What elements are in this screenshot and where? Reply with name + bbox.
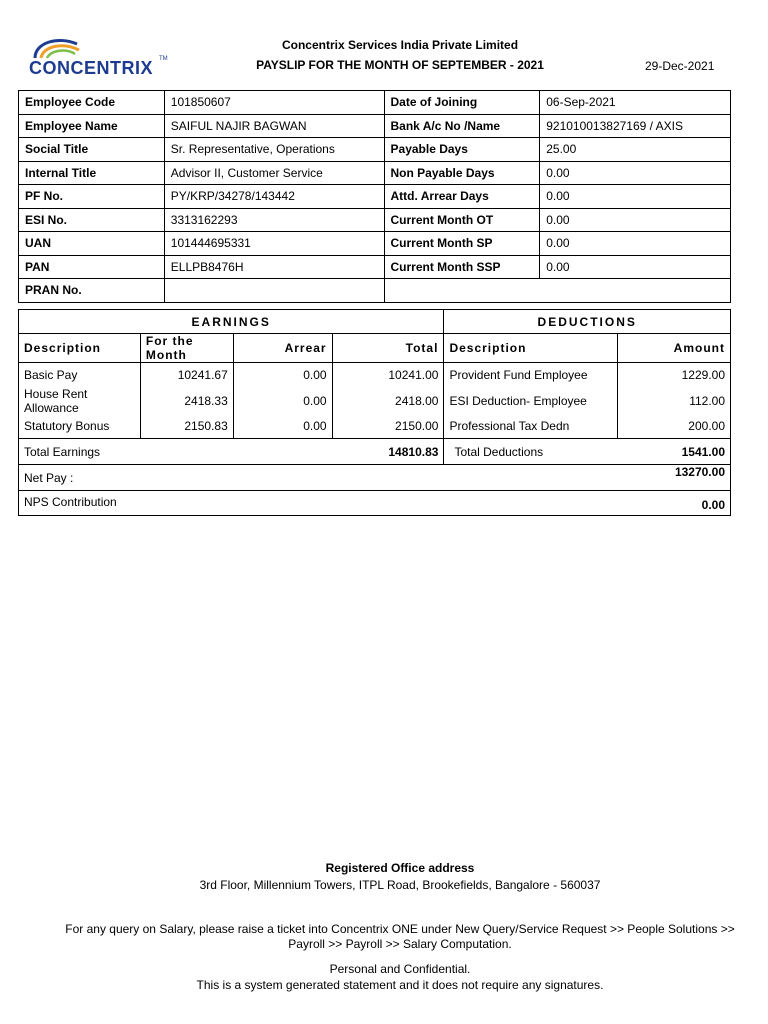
deductions-col-amount: Amount <box>673 341 725 355</box>
confidential-note: Personal and Confidential. <box>329 962 471 976</box>
info-row <box>19 114 731 138</box>
deduction-amount: 112.00 <box>689 393 725 408</box>
net-pay-value: 13270.00 <box>674 465 725 479</box>
earning-total: 2418.00 <box>332 387 444 415</box>
info-value: Advisor II, Customer Service <box>164 161 384 185</box>
earning-arrear: 0.00 <box>233 363 332 387</box>
office-heading: Registered Office address <box>325 861 475 875</box>
logo-trademark: TM <box>159 56 168 62</box>
info-value: 3313162293 <box>164 208 384 232</box>
earning-month: 2418.33 <box>140 387 233 415</box>
info-row <box>19 232 731 256</box>
info-value: 0.00 <box>540 161 731 185</box>
nps-value: 0.00 <box>701 498 725 512</box>
info-label: Bank A/c No /Name <box>384 114 540 138</box>
office-address: 3rd Floor, Millennium Towers, ITPL Road, Brookefields, Bangalore - 560037 <box>199 878 601 892</box>
system-generated-note: This is a system generated statement and it does not require any signatures. <box>196 978 604 992</box>
earnings-heading: EARNINGS <box>19 310 444 334</box>
info-label: Social Title <box>19 138 165 162</box>
deduction-description: Provident Fund Employee <box>444 363 618 387</box>
earning-month: 2150.83 <box>140 415 233 439</box>
info-value: 101444695331 <box>164 232 384 256</box>
info-value: 0.00 <box>540 208 731 232</box>
earning-description: Statutory Bonus <box>19 415 141 439</box>
earnings-col-month: For the Month <box>140 334 233 363</box>
info-value <box>164 279 384 303</box>
info-value: 06-Sep-2021 <box>540 91 731 115</box>
earning-description: House Rent Allowance <box>19 387 141 415</box>
info-label: Non Payable Days <box>384 161 540 185</box>
query-line-2: Payroll >> Payroll >> Salary Computation. <box>288 937 512 951</box>
document-date: 29-Dec-2021 <box>645 59 715 73</box>
earning-total: 2150.00 <box>332 415 444 439</box>
info-label: PRAN No. <box>19 279 165 303</box>
info-row <box>19 161 731 185</box>
table-row <box>19 415 731 439</box>
info-row <box>19 255 731 279</box>
earning-total: 10241.00 <box>332 363 444 387</box>
deduction-description: Professional Tax Dedn <box>444 415 618 439</box>
info-value: 0.00 <box>540 232 731 256</box>
info-label: Employee Code <box>19 91 165 115</box>
earning-arrear: 0.00 <box>233 387 332 415</box>
info-value: 101850607 <box>164 91 384 115</box>
info-label: Current Month OT <box>384 208 540 232</box>
earning-description: Basic Pay <box>19 363 141 387</box>
info-value: ELLPB8476H <box>164 255 384 279</box>
total-deductions-value: 1541.00 <box>681 444 725 459</box>
info-value: 0.00 <box>540 185 731 209</box>
info-row <box>19 138 731 162</box>
company-name: Concentrix Services India Private Limited <box>281 38 519 52</box>
info-value: 25.00 <box>540 138 731 162</box>
info-label: Internal Title <box>19 161 165 185</box>
payslip-title: PAYSLIP FOR THE MONTH OF SEPTEMBER - 2021 <box>256 58 544 72</box>
employee-info-table <box>18 90 731 303</box>
earning-arrear: 0.00 <box>233 415 332 439</box>
info-label: Current Month SSP <box>384 255 540 279</box>
info-value: Sr. Representative, Operations <box>164 138 384 162</box>
info-empty-cell <box>384 279 730 303</box>
info-value: SAIFUL NAJIR BAGWAN <box>164 114 384 138</box>
info-label: Attd. Arrear Days <box>384 185 540 209</box>
info-label: UAN <box>19 232 165 256</box>
info-label: Current Month SP <box>384 232 540 256</box>
deduction-description: ESI Deduction- Employee <box>444 387 618 415</box>
info-label: PF No. <box>19 185 165 209</box>
info-row <box>19 279 731 303</box>
logo-wordmark: CONCENTRIX <box>29 58 154 78</box>
info-value: PY/KRP/34278/143442 <box>164 185 384 209</box>
query-line-1: For any query on Salary, please raise a ticket into Concentrix ONE under New Query/Service Request >> People Solutions >> <box>65 922 735 936</box>
table-row <box>19 363 731 387</box>
deduction-amount: 200.00 <box>688 419 725 434</box>
info-row <box>19 185 731 209</box>
info-value: 0.00 <box>540 255 731 279</box>
nps-label: NPS Contribution <box>24 495 117 509</box>
earning-month: 10241.67 <box>140 363 233 387</box>
earnings-col-total: Total <box>332 334 444 363</box>
info-row <box>19 91 731 115</box>
earnings-col-description: Description <box>19 334 141 363</box>
info-value: 921010013827169 / AXIS <box>540 114 731 138</box>
net-pay-label: Net Pay : <box>24 470 74 485</box>
info-label: Date of Joining <box>384 91 540 115</box>
total-earnings-label: Total Earnings <box>24 444 101 459</box>
total-earnings-value: 14810.83 <box>332 439 444 465</box>
earnings-deductions-table <box>18 309 731 516</box>
info-label: ESI No. <box>19 208 165 232</box>
deductions-heading: DEDUCTIONS <box>537 314 637 329</box>
total-deductions-label: Total Deductions <box>454 444 544 459</box>
table-row <box>19 387 731 415</box>
info-label: PAN <box>19 255 165 279</box>
info-label: Payable Days <box>384 138 540 162</box>
deductions-col-description: Description <box>444 334 618 363</box>
info-label: Employee Name <box>19 114 165 138</box>
earnings-col-arrear: Arrear <box>233 334 332 363</box>
deduction-amount: 1229.00 <box>681 367 725 382</box>
info-row <box>19 208 731 232</box>
